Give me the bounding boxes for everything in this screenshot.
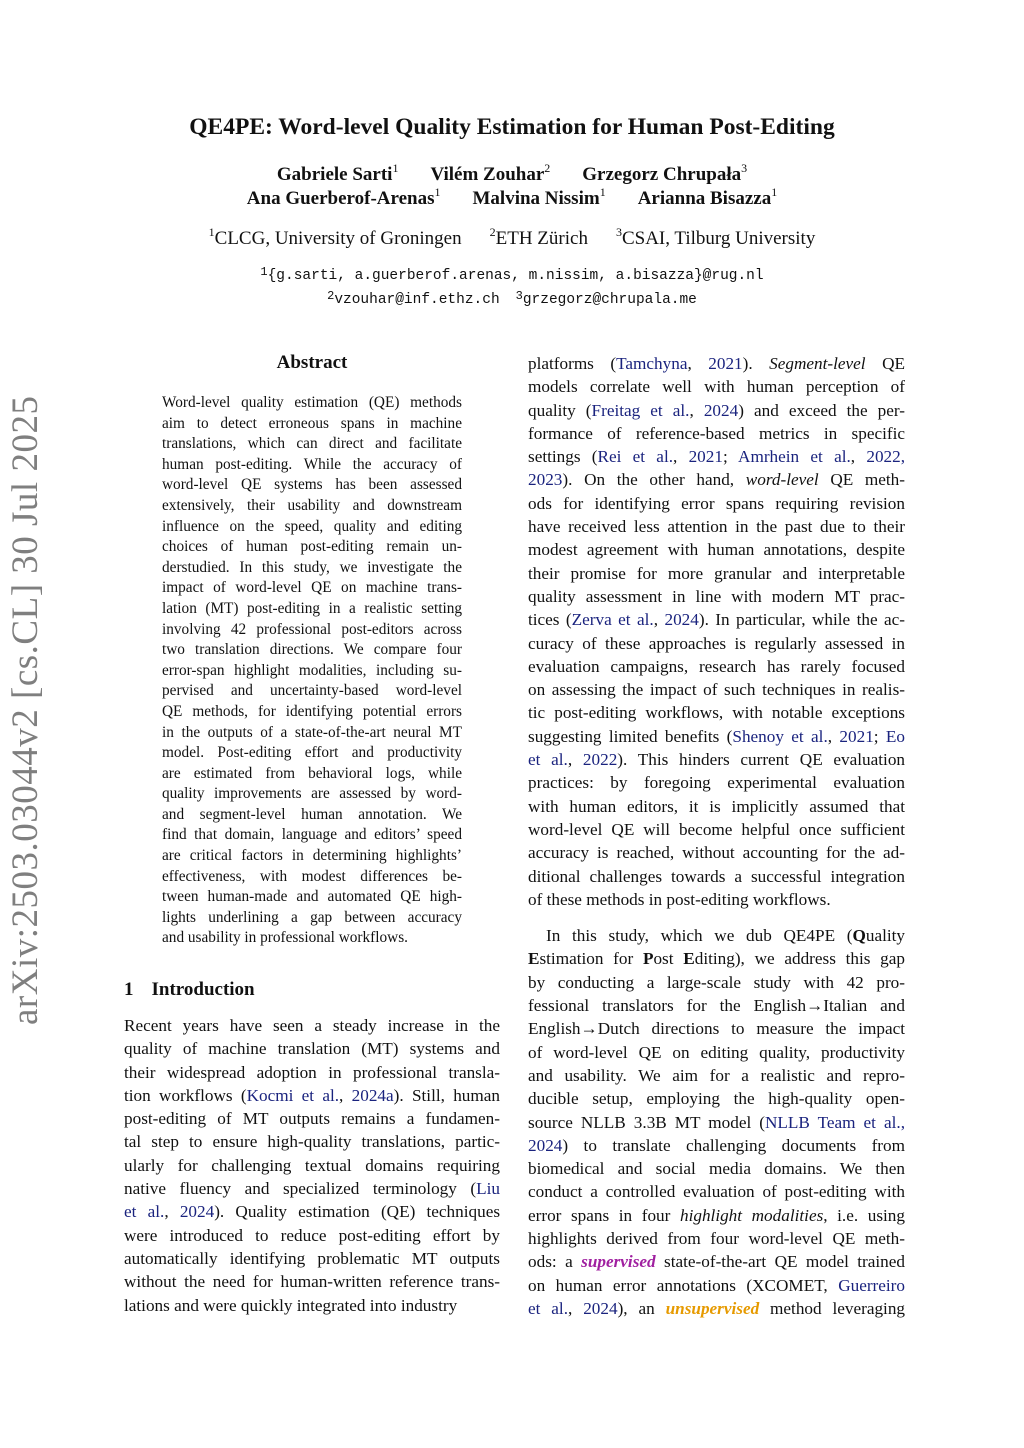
abstract-line: two translation directions. We compare four <box>162 641 462 659</box>
citation-link[interactable]: 2021 <box>688 447 723 467</box>
email-aff-marker: 1 <box>260 265 268 279</box>
paragraph-gap <box>528 911 905 924</box>
text-run: state-of-the-art QE model trained <box>655 1252 905 1272</box>
text-line <box>528 399 905 422</box>
text-line <box>528 585 905 608</box>
text-run: ), an <box>617 1298 666 1318</box>
text-run: accuracy is reached, without accounting for the ad- <box>528 843 905 863</box>
text-run: without the need for human-written reference trans- <box>124 1272 500 1292</box>
text-run: their promise for more granular and interpretable <box>528 563 905 583</box>
text-run: settings ( <box>528 447 598 467</box>
text-run: ; <box>873 726 886 746</box>
text-run: quality ( <box>528 400 592 420</box>
email-line-2 <box>0 289 1024 308</box>
authors-row-1 <box>0 161 1024 186</box>
abstract-line: derstudied. In this study, we investigate the <box>162 558 462 576</box>
text-line <box>528 1180 905 1203</box>
text-run: native fluency and specialized terminology ( <box>124 1179 477 1199</box>
affiliation-marker: 3 <box>615 225 622 239</box>
text-run: error spans in four <box>528 1205 680 1225</box>
affiliation: $^3$CSAI, Tilburg University <box>615 225 816 249</box>
text-line <box>528 632 905 655</box>
text-run: by conducting a large-scale study with 42 pro- <box>528 972 905 992</box>
abstract-line: effectiveness, with modest differences be- <box>162 867 462 885</box>
text-line <box>528 841 905 864</box>
citation-link[interactable]: Eo <box>885 726 905 746</box>
abstract-line: word-level QE systems has been assessed <box>162 476 462 494</box>
citation-link[interactable]: NLLB Team et al., <box>765 1112 905 1132</box>
text-run: , <box>850 447 867 467</box>
abstract-line: error-span highlight modalities, including su- <box>162 661 462 679</box>
text-line <box>528 1017 905 1040</box>
text-run: , <box>689 400 704 420</box>
text-run: word-level QE will become helpful once sufficient <box>528 819 905 839</box>
text-run: were introduced to reduce post-editing effort by <box>124 1225 500 1245</box>
text-line <box>528 1250 905 1273</box>
text-run: quality of machine translation (MT) systems and <box>124 1039 500 1059</box>
abstract-line: are estimated from behavioral logs, while <box>162 764 462 782</box>
text-run: method leveraging <box>759 1298 906 1318</box>
text-line <box>124 1200 500 1223</box>
author-affiliation-marker: 2 <box>544 161 551 175</box>
text-run: diting), we address this gap <box>694 949 905 969</box>
abstract-line: choices of human post-editing remain un- <box>162 538 462 556</box>
emphasis: Segment-level <box>769 354 866 373</box>
text-line <box>528 701 905 724</box>
text-run: , <box>673 447 689 467</box>
abstract-line: and segment-level human annotation. We <box>162 805 462 823</box>
citation-link[interactable]: Kocmi et al. <box>246 1085 340 1105</box>
text-line <box>124 1014 500 1037</box>
section-number: 1 <box>124 979 134 1000</box>
email-address: $^3$grzegorz@chrupala.me <box>515 289 697 308</box>
affiliation: $^2$ETH Zürich <box>489 225 588 249</box>
abstract-line: translations, which can direct and facilitate <box>162 435 462 453</box>
text-line <box>528 771 905 794</box>
text-run: and usability. We aim for a realistic and repro- <box>528 1065 905 1085</box>
text-run: ). This hinders current QE evaluation <box>617 750 906 770</box>
text-run: ducible setup, employing the high-quality open- <box>528 1089 905 1109</box>
text-line <box>528 725 905 748</box>
bold-letter: Q <box>852 926 866 946</box>
text-run: conduct a controlled evaluation of post-editing with <box>528 1182 905 1202</box>
text-run: ). Quality estimation (QE) techniques <box>214 1202 501 1222</box>
text-line <box>528 1204 905 1227</box>
text-line <box>528 947 905 970</box>
abstract-line: aim to detect erroneous spans in machine <box>162 414 462 432</box>
text-run: , <box>568 1298 584 1318</box>
text-line <box>528 1157 905 1180</box>
author-affiliation-marker: 1 <box>392 161 399 175</box>
abstract-line: lights underlining a gap between accuracy <box>162 908 462 926</box>
right-column <box>528 352 905 1320</box>
text-line <box>528 655 905 678</box>
text-line <box>528 1111 905 1134</box>
unsupervised-keyword: unsupervised <box>665 1298 760 1318</box>
text-run: their widespread adoption in professional transla- <box>124 1062 500 1082</box>
text-run: fessional translators for the English→Italian and <box>528 996 905 1016</box>
email-aff-marker: 3 <box>515 289 523 303</box>
right-paragraph-2 <box>528 924 905 1320</box>
affiliation-marker: 1 <box>208 225 215 239</box>
text-line <box>528 445 905 468</box>
text-run: ods: a <box>528 1252 582 1272</box>
text-line <box>124 1247 500 1270</box>
text-line <box>528 865 905 888</box>
abstract-line: and usability in professional workflows. <box>162 929 408 947</box>
text-line <box>528 924 905 947</box>
text-run: ) and exceed the per- <box>738 400 905 420</box>
text-line <box>528 492 905 515</box>
text-run: ). On the other hand, <box>562 470 746 490</box>
abstract-body <box>162 393 462 949</box>
text-run: , <box>827 726 840 746</box>
citation-link[interactable]: Liu <box>476 1179 500 1199</box>
text-line <box>124 1037 500 1060</box>
citation-link[interactable]: Zerva et al. <box>571 610 654 630</box>
text-line <box>528 1041 905 1064</box>
text-run: QE meth- <box>818 470 905 490</box>
author-name: Grzegorz Chrupała$^3$ <box>582 161 748 185</box>
citation-link[interactable]: Guerreiro <box>838 1275 905 1295</box>
text-run: source NLLB 3.3B MT model ( <box>528 1112 765 1132</box>
text-run: on assessing the impact of such techniques in realis- <box>528 680 905 700</box>
text-line <box>124 1177 500 1200</box>
abstract-line: human post-editing. While the accuracy of <box>162 455 462 473</box>
text-run: suggesting limited benefits ( <box>528 726 733 746</box>
text-line <box>528 971 905 994</box>
citation-link[interactable]: 2022 <box>582 750 618 770</box>
citation-link[interactable]: et al. <box>528 750 568 770</box>
text-line <box>124 1107 500 1130</box>
citation-link[interactable]: Shenoy et al. <box>732 726 828 746</box>
text-run: ; <box>722 447 739 467</box>
text-run: tices ( <box>528 610 572 630</box>
bold-letter: E <box>528 949 540 969</box>
abstract-line: lation (MT) post-editing in a realistic setting <box>162 599 462 617</box>
text-run: formance of reference-based metrics in specific <box>528 423 905 443</box>
text-line <box>528 1087 905 1110</box>
text-run: models correlate well with human perception of <box>528 377 905 397</box>
text-line <box>528 1297 905 1320</box>
authors-row-2 <box>0 185 1024 210</box>
email-aff-marker: 2 <box>327 289 335 303</box>
text-line <box>528 748 905 771</box>
citation-link[interactable]: et al. <box>124 1202 165 1222</box>
text-run: uality <box>865 926 905 946</box>
paper-title: QE4PE: Word-level Quality Estimation for Human Post-Editing <box>189 114 835 140</box>
author-affiliation-marker: 1 <box>434 185 441 199</box>
text-line <box>528 422 905 445</box>
text-line <box>528 678 905 701</box>
citation-link[interactable]: 2024 <box>664 610 699 630</box>
citation-link[interactable]: 2024 <box>179 1202 215 1222</box>
citation-link[interactable]: Amrhein et al. <box>738 447 851 467</box>
emphasis: word-level <box>745 470 819 490</box>
section-heading <box>124 979 255 1001</box>
text-run: highlights derived from four word-level QE meth- <box>528 1228 905 1248</box>
text-line <box>528 352 905 375</box>
text-line <box>528 515 905 538</box>
text-line <box>124 1270 500 1293</box>
text-line <box>528 562 905 585</box>
text-run: English→Dutch directions to measure the impact <box>528 1019 905 1039</box>
text-run: platforms ( <box>528 354 617 373</box>
abstract-heading: Abstract <box>276 352 348 373</box>
text-run: automatically identifying problematic MT outputs <box>124 1248 500 1268</box>
author-name: Gabriele Sarti$^1$ <box>276 161 399 185</box>
abstract-line: influence on the speed, quality and editing <box>162 517 462 535</box>
abstract-line: quality improvements are assessed by word- <box>162 785 462 803</box>
text-run: QE <box>865 354 905 373</box>
text-run: ). In particular, while the ac- <box>698 610 905 630</box>
text-run: on human error annotations (XCOMET, <box>528 1275 839 1295</box>
citation-link[interactable]: Rei et al. <box>597 447 674 467</box>
text-run: , <box>164 1202 180 1222</box>
text-run: tic post-editing workflows, with notable exceptions <box>528 703 905 723</box>
supervised-keyword: supervised <box>581 1252 656 1272</box>
author-name: Vilém Zouhar$^2$ <box>430 161 551 185</box>
text-line <box>528 888 905 911</box>
citation-link[interactable]: 2021 <box>839 726 874 746</box>
text-run: stimation for <box>539 949 643 969</box>
text-line <box>124 1294 500 1317</box>
abstract-line: pervised and uncertainty-based word-level <box>162 682 462 700</box>
text-run: post-editing of MT outputs remains a fundamen- <box>124 1109 500 1129</box>
email-group: {g.sarti, a.guerberof.arenas, m.nissim, a.bisazza}@rug.nl <box>267 268 764 284</box>
author-name: Arianna Bisazza$^1$ <box>637 185 778 209</box>
affiliation: $^1$CLCG, University of Groningen <box>208 225 462 249</box>
abstract-line: find that domain, language and editors’ speed <box>162 826 462 844</box>
text-line <box>528 468 905 491</box>
citation-link[interactable]: et al. <box>528 1298 568 1318</box>
text-line <box>528 1134 905 1157</box>
abstract-line: impact of word-level QE on machine trans- <box>162 579 462 597</box>
citation-link[interactable]: 2024 <box>703 400 739 420</box>
abstract-line: in the outputs of a state-of-the-art neural MT <box>162 723 462 741</box>
text-line <box>528 375 905 398</box>
text-run: curacy of these approaches is regularly assessed in <box>528 633 905 653</box>
text-run: have received less attention in the past due to their <box>528 517 905 537</box>
text-line <box>124 1130 500 1153</box>
bold-letter: P <box>642 949 654 969</box>
text-run: with human editors, it is implicitly assumed that <box>528 796 905 816</box>
abstract-line: QE methods, for identifying potential errors <box>162 702 462 720</box>
citation-link[interactable]: Freitag et al. <box>591 400 690 420</box>
author-name: Malvina Nissim$^1$ <box>472 185 606 209</box>
citation-link[interactable]: Tamchyna <box>616 354 688 373</box>
text-run: , <box>567 750 583 770</box>
text-line <box>528 1064 905 1087</box>
email-address: $^2$vzouhar@inf.ethz.ch <box>327 289 500 308</box>
citation-link[interactable]: 2021 <box>708 354 743 373</box>
text-line <box>124 1154 500 1177</box>
text-run: practices: by foregoing experimental evaluation <box>528 773 905 793</box>
text-line <box>528 608 905 631</box>
text-run: biomedical and social media domains. We then <box>528 1159 905 1179</box>
citation-link[interactable]: 2023 <box>528 470 563 490</box>
abstract-line: extensively, their usability and downstream <box>162 496 462 514</box>
section-title: Introduction <box>151 979 255 1000</box>
text-line <box>528 994 905 1017</box>
abstract-line: model. Post-editing effort and productivity <box>162 744 462 762</box>
citation-link[interactable]: 2024 <box>528 1135 563 1155</box>
text-run: , <box>653 610 665 630</box>
text-run: evaluation campaigns, research has rarely focused <box>528 656 905 676</box>
text-run: ost <box>653 949 684 969</box>
text-line <box>124 1061 500 1084</box>
email-line-1 <box>0 265 1024 284</box>
affiliations <box>0 225 1024 250</box>
text-line <box>124 1224 500 1247</box>
emphasis: highlight modalities <box>679 1205 824 1225</box>
text-run: lations and were quickly integrated into industry <box>124 1295 458 1315</box>
text-run: Recent years have seen a steady increase in the <box>124 1016 500 1035</box>
author-affiliation-marker: 1 <box>599 185 606 199</box>
abstract-line: tween human-made and automated QE high- <box>162 888 462 906</box>
text-line <box>528 538 905 561</box>
text-run: ). Still, human <box>393 1085 500 1105</box>
text-run: tion workflows ( <box>124 1085 247 1105</box>
text-line <box>528 795 905 818</box>
right-paragraph-1 <box>528 352 905 911</box>
text-line <box>528 1274 905 1297</box>
abstract-line: are critical factors in determining highlights’ <box>162 847 462 865</box>
text-run: ). <box>742 354 770 373</box>
text-run: of these methods in post-editing workflows. <box>528 889 831 909</box>
text-line <box>528 818 905 841</box>
text-run: ditional challenges towards a successful integration <box>528 866 905 886</box>
author-name: Ana Guerberof-Arenas$^1$ <box>246 185 441 209</box>
intro-left-column <box>124 1014 500 1317</box>
abstract-line: Word-level quality estimation (QE) methods <box>162 394 462 411</box>
text-run: ) to translate challenging documents from <box>562 1135 905 1155</box>
arxiv-stamp: arXiv:2503.03044v2 [cs.CL] 30 Jul 2025 <box>5 395 46 1025</box>
text-run: , <box>339 1085 352 1105</box>
author-affiliation-marker: 1 <box>771 185 778 199</box>
abstract-line: involving 42 professional post-editors across <box>162 620 462 638</box>
citation-link[interactable]: 2022, <box>866 447 906 467</box>
bold-letter: E <box>683 949 695 969</box>
text-run: quality assessment in line with modern MT prac- <box>528 586 905 606</box>
text-line <box>528 1227 905 1250</box>
text-run: In this study, which we dub QE4PE ( <box>546 926 853 946</box>
text-run: , i.e. using <box>823 1205 905 1225</box>
text-run: ods for identifying error spans requiring revision <box>528 493 905 513</box>
affiliation-marker: 2 <box>489 225 496 239</box>
text-run: modest agreement with human annotations, despite <box>528 540 905 560</box>
author-affiliation-marker: 3 <box>741 161 748 175</box>
text-run: of word-level QE on editing quality, productivity <box>528 1042 905 1062</box>
text-run: ularly for challenging textual domains requiring <box>124 1155 500 1175</box>
text-line <box>124 1084 500 1107</box>
text-run: , <box>687 354 709 373</box>
text-run: tal step to ensure high-quality translations, partic- <box>124 1132 500 1152</box>
citation-link[interactable]: 2024 <box>583 1298 618 1318</box>
citation-link[interactable]: 2024a <box>351 1085 394 1105</box>
